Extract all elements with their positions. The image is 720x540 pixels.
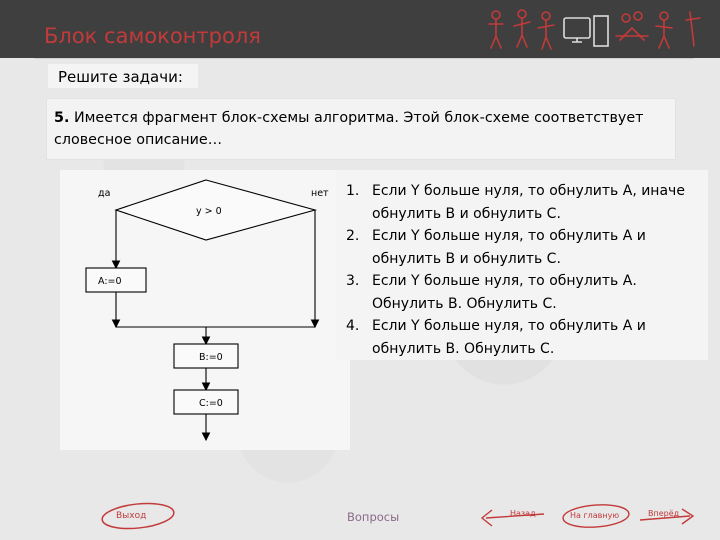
answer-text: Если Y больше нуля, то обнулить А, иначе обнулить В и обнулить С.	[372, 183, 685, 222]
exit-button[interactable]: Выход	[116, 511, 147, 521]
answer-option[interactable]	[340, 225, 710, 270]
answer-option[interactable]	[340, 180, 710, 225]
next-button[interactable]: Вперёд	[648, 509, 680, 518]
answer-number: 3.	[346, 273, 360, 289]
home-button[interactable]: На главную	[570, 511, 620, 520]
back-button[interactable]: Назад	[510, 509, 536, 518]
task-description: Имеется фрагмент блок-схемы алгоритма. Этой блок-схеме соответствует словесное описание…	[54, 110, 644, 148]
answer-text: Если Y больше нуля, то обнулить А и обнулить В и обнулить С.	[372, 228, 646, 267]
slide-title: Блок самоконтроля	[44, 24, 261, 48]
yes-label: да	[98, 188, 111, 199]
answer-number: 4.	[346, 318, 360, 334]
answer-number: 1.	[346, 183, 360, 199]
no-label: нет	[311, 188, 329, 199]
answer-text: Если Y больше нуля, то обнулить А и обнулить В. Обнулить С.	[372, 318, 646, 357]
slide-subtitle: Решите задачи:	[58, 68, 183, 86]
answer-number: 2.	[346, 228, 360, 244]
answer-text: Если Y больше нуля, то обнулить А. Обнулить В. Обнулить С.	[372, 273, 637, 312]
answer-options-list	[340, 180, 710, 360]
block-a-label: A:=0	[98, 276, 122, 287]
answer-option[interactable]	[340, 270, 710, 315]
block-b-label: B:=0	[199, 352, 223, 363]
answer-option[interactable]	[340, 315, 710, 360]
questions-link[interactable]: Вопросы	[347, 510, 400, 524]
task-number: 5.	[54, 110, 70, 126]
condition-label: y > 0	[196, 206, 222, 217]
block-c-label: C:=0	[199, 398, 223, 409]
